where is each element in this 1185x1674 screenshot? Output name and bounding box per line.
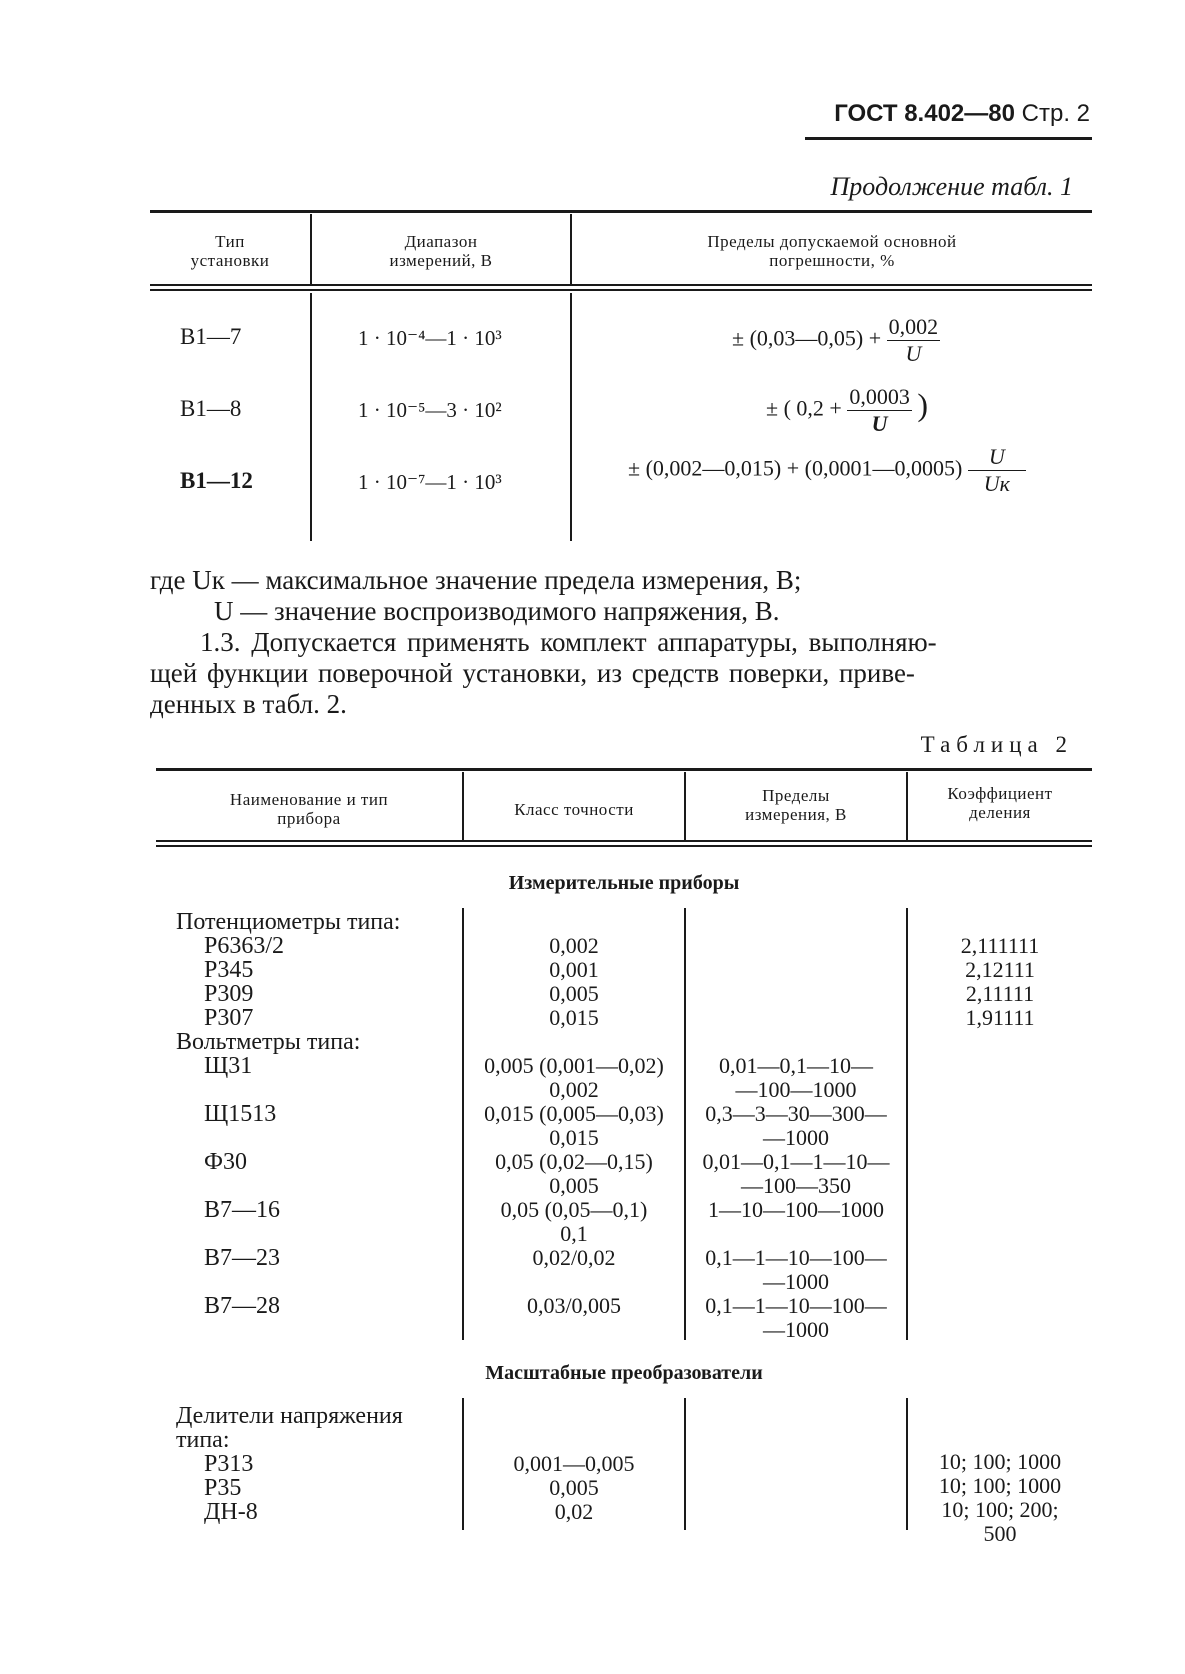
accuracy-class: 0,015 (0,005—0,03) — [484, 1101, 664, 1126]
accuracy-class: 0,002 — [549, 933, 599, 958]
accuracy-class: 0,015 — [549, 1005, 599, 1030]
table1-top-rule — [150, 210, 1092, 213]
measurement-limits: —1000 — [763, 1317, 829, 1342]
device-name: Вольтметры типа: — [176, 1029, 361, 1055]
section1-names — [176, 910, 400, 1342]
table1-column-divider — [310, 293, 312, 541]
table1-continuation-label: Продолжение табл. 1 — [830, 172, 1073, 201]
table1-row-type: В1—8 — [180, 396, 242, 421]
table2-label: Таблица 2 — [920, 732, 1073, 757]
measurement-limits: 1—10—100—1000 — [708, 1197, 884, 1222]
accuracy-class: 0,005 — [549, 1173, 599, 1198]
device-name: типа: — [176, 1427, 230, 1453]
table2-column-divider — [684, 1398, 686, 1530]
table2-header-rule — [156, 845, 1092, 847]
accuracy-class: 0,02 — [554, 1499, 594, 1524]
accuracy-class: 0,001—0,005 — [513, 1451, 635, 1476]
table2-top-rule — [156, 768, 1092, 771]
accuracy-class: 0,015 — [549, 1125, 599, 1150]
body-text-line: где Uк — максимальное значение предела измерения, В; — [150, 565, 802, 595]
page-number: Стр. 2 — [1021, 100, 1090, 127]
section1-classes — [464, 934, 684, 1342]
standard-number: ГОСТ 8.402—80 — [834, 100, 1015, 127]
section1-coeffs — [908, 934, 1092, 1030]
table1-header-range: Диапазон измерений, В — [389, 232, 493, 270]
table1-header-rule — [150, 284, 1092, 286]
table1-row-error: ± (0,002—0,015) + (0,0001—0,0005) $\frac{U}{Uк}$ — [628, 444, 1026, 497]
table1-header-rule — [150, 289, 1092, 291]
measurement-limits — [686, 1222, 906, 1246]
device-name: В7—23 — [204, 1245, 281, 1271]
measurement-limits: —100—350 — [741, 1173, 851, 1198]
device-name: Ф30 — [204, 1149, 247, 1175]
table2-header-divider — [462, 772, 464, 840]
device-name: В7—16 — [204, 1197, 281, 1223]
table1-header-divider — [570, 214, 572, 284]
table2-header-divider — [684, 772, 686, 840]
section1-limits — [686, 1054, 906, 1342]
table2-header-limits: Пределы измерения, В — [745, 786, 847, 824]
table1-row-type: В1—7 — [180, 324, 242, 349]
accuracy-class: 0,005 — [549, 981, 599, 1006]
device-name — [176, 1174, 400, 1198]
division-coefficient: 10; 100; 1000 — [938, 1473, 1062, 1498]
accuracy-class: 0,05 (0,02—0,15) — [495, 1149, 653, 1174]
header-rule — [805, 137, 1092, 140]
device-name: Потенциометры типа: — [176, 909, 401, 935]
table1-header-type: Тип установки — [190, 232, 270, 270]
section2-classes — [464, 1452, 684, 1524]
measurement-limits: 0,01—0,1—10— — [719, 1053, 873, 1078]
accuracy-class: 0,05 (0,05—0,1) — [500, 1197, 648, 1222]
division-coefficient: 500 — [983, 1521, 1017, 1546]
accuracy-class: 0,03/0,005 — [526, 1293, 622, 1318]
measurement-limits: 0,3—3—30—300— — [705, 1101, 887, 1126]
table1-header-error: Пределы допускаемой основной погрешности, % — [707, 232, 957, 270]
table2-header-rule — [156, 840, 1092, 842]
device-name — [176, 1222, 400, 1246]
table1-row-error: ± (0,03—0,05) + $\frac{0,002}{U}$ — [732, 314, 939, 366]
table2-header-class: Класс точности — [514, 800, 634, 819]
device-name: Р35 — [204, 1475, 242, 1501]
table2-header-name: Наименование и тип прибора — [229, 790, 389, 828]
body-text-line: U — значение воспроизводимого напряжения, В. — [214, 596, 780, 626]
table1-header-divider — [310, 214, 312, 284]
device-name: Щ1513 — [204, 1101, 277, 1127]
accuracy-class: 0,005 — [549, 1475, 599, 1500]
measurement-limits: 0,1—1—10—100— — [705, 1293, 887, 1318]
device-name: Щ31 — [204, 1053, 253, 1079]
table1-row-range: 1 · 10⁻⁴—1 · 10³ — [358, 326, 502, 350]
device-name — [176, 1126, 400, 1150]
device-name: ДН-8 — [204, 1499, 258, 1525]
table2-header-divider — [906, 772, 908, 840]
accuracy-class — [464, 1270, 684, 1294]
accuracy-class — [464, 1318, 684, 1342]
accuracy-class: 0,002 — [549, 1077, 599, 1102]
accuracy-class: 0,005 (0,001—0,02) — [484, 1053, 664, 1078]
device-name: Р6363/2 — [204, 933, 285, 959]
section2-names — [176, 1404, 403, 1524]
accuracy-class: 0,1 — [560, 1221, 588, 1246]
division-coefficient: 1,91111 — [965, 1005, 1035, 1030]
accuracy-class — [464, 1030, 684, 1054]
division-coefficient: 2,12111 — [965, 957, 1035, 982]
table1-row-error: ± ( 0,2 + $\frac{0,0003}{U}$ ) — [766, 384, 928, 436]
table2-header-coeff: Коэффициент деления — [947, 784, 1053, 822]
body-text-line: 1.3. Допускается применять комплект аппаратуры, выполняю- — [200, 627, 937, 657]
body-text-line: щей функции поверочной установки, из средств поверки, приве- — [150, 658, 915, 688]
section2-coeffs — [908, 1450, 1092, 1546]
measurement-limits: 0,1—1—10—100— — [705, 1245, 887, 1270]
device-name: В7—28 — [204, 1293, 281, 1319]
table1-row-type: В1—12 — [180, 468, 253, 493]
table1-column-divider — [570, 293, 572, 541]
device-name: Делители напряжения — [176, 1403, 403, 1429]
device-name: Р309 — [204, 981, 254, 1007]
accuracy-class: 0,001 — [549, 957, 599, 982]
device-name: Р313 — [204, 1451, 254, 1477]
device-name: Р307 — [204, 1005, 254, 1031]
device-name — [176, 1270, 400, 1294]
division-coefficient: 2,11111 — [965, 981, 1035, 1006]
section-title: Измерительные приборы — [508, 872, 740, 894]
table1-row-range: 1 · 10⁻⁵—3 · 10² — [358, 398, 502, 422]
measurement-limits: 0,01—0,1—1—10— — [702, 1149, 890, 1174]
accuracy-class: 0,02/0,02 — [532, 1245, 616, 1270]
device-name: Р345 — [204, 957, 254, 983]
division-coefficient: 10; 100; 200; — [941, 1497, 1059, 1522]
division-coefficient: 10; 100; 1000 — [938, 1449, 1062, 1474]
page-header — [834, 100, 1090, 128]
table1-row-range: 1 · 10⁻⁷—1 · 10³ — [358, 470, 502, 494]
measurement-limits: —1000 — [763, 1269, 829, 1294]
section-title: Масштабные преобразователи — [485, 1362, 763, 1384]
body-text-line: денных в табл. 2. — [150, 689, 347, 719]
division-coefficient: 2,111111 — [960, 933, 1040, 958]
measurement-limits: —1000 — [763, 1125, 829, 1150]
measurement-limits: —100—1000 — [735, 1077, 857, 1102]
device-name — [176, 1318, 400, 1342]
device-name — [176, 1078, 400, 1102]
